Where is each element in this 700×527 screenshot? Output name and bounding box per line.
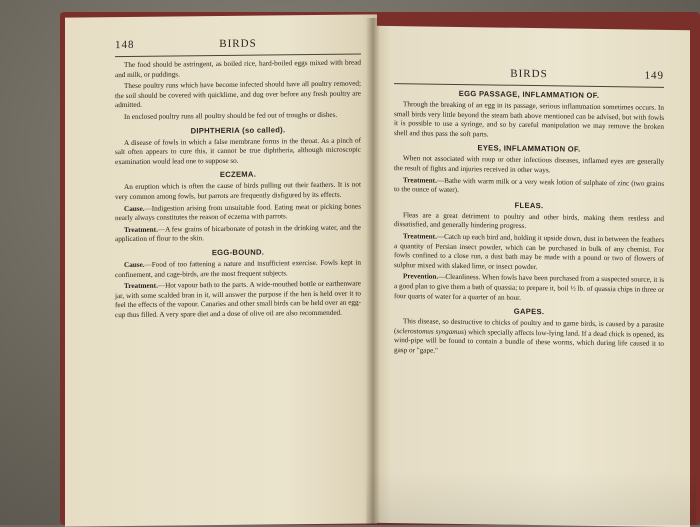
left-page-header: [115, 37, 361, 56]
paragraph-prevention: [394, 272, 664, 305]
right-page-content: [394, 66, 664, 361]
running-title: BIRDS: [219, 37, 257, 51]
paragraph: [394, 317, 664, 359]
treatment-text: —A few grains of bicarbonate of potash in the drinking water, and the application of flour to the skin.: [115, 223, 361, 244]
section-heading-egg-bound: EGG-BOUND.: [211, 247, 265, 258]
paragraph: A disease of fowls in which a false membrane forms in the throat. As a pinch of salt often appears to cure this, it cannot be true diphtheria, although microscopic examination would lead one to suppose so.: [115, 136, 361, 166]
treatment-label: Treatment.: [403, 232, 437, 241]
section-heading-egg-passage: EGG PASSAGE, INFLAMMATION OF.: [458, 88, 600, 100]
section-heading-gapes: GAPES.: [513, 306, 545, 317]
gapes-text-end: ) which specially affects low-lying land. If a dead chick is opened, its wind-pipe will be found to contain a bundle of these worms, which during life caused it to gasp or "gape.": [394, 327, 664, 355]
running-title: BIRDS: [510, 67, 548, 81]
treatment-label: Treatment.: [124, 225, 158, 234]
treatment-label: Treatment.: [124, 281, 158, 291]
page-number: 149: [644, 69, 664, 82]
paragraph: An eruption which is often the cause of birds pulling out their feathers. It is not very common among fowls, but parrots are frequently disfigured by its effects.: [115, 180, 361, 202]
cause-label: Cause.: [124, 260, 145, 269]
cause-text: —Indigestion arising from unsuitable food. Eating meat or picking bones nearly always constitutes the reason of eczema with parrots.: [115, 202, 361, 223]
left-page: [65, 14, 377, 526]
page-shadow: [366, 470, 696, 525]
prevention-text: —Cleanliness. When fowls have been purchased from a suspected source, it is a good plan to give them a bath of quassia; to prepare it, boil ½ lb. of quassia chips in three or four quarts of water for a quarter of an hour.: [394, 273, 664, 302]
book-gutter: [366, 18, 380, 525]
paragraph-cause: [115, 258, 361, 280]
paragraph: The food should be astringent, as boiled rice, hard-boiled eggs mixed with bread and milk, or puddings.: [115, 58, 361, 79]
parasite-name: sclerostomus syngamus: [396, 326, 464, 336]
section-heading-diphtheria: DIPHTHERIA (so called).: [190, 124, 286, 135]
right-page: [372, 26, 690, 527]
paragraph-treatment: [115, 223, 361, 245]
paragraph: Fleas are a great detriment to poultry and other birds, making them restless and dissatisfied, and generally hindering progress.: [394, 210, 664, 231]
paragraph: In enclosed poultry runs all poultry should be fed out of troughs or dishes.: [124, 110, 338, 121]
paragraph-treatment: [394, 232, 664, 274]
gapes-text-start: This disease, so destructive to chicks of poultry and to game birds, is caused by a parasite (: [394, 317, 664, 335]
cause-text: —Food of too fattening a nature and insufficient exercise. Fowls kept in confinement, and cage-birds, are the most frequent subjects.: [115, 258, 361, 279]
section-heading-eczema: ECZEMA.: [219, 169, 257, 180]
treatment-text: —Bathe with warm milk or a very weak lotion of sulphate of zinc (two grains to the ounce of water).: [394, 176, 664, 195]
paragraph-cause: [115, 202, 361, 224]
paragraph-treatment: [394, 176, 664, 199]
treatment-text: —Catch up each bird and, holding it upside down, dust in between the feathers a quantity of Persian insect powder, which can be purchased in bulk of any chemist. For fowls confined to a close run, a dust bath may be made with a pound or two of flowers of sulphur mixed with slaked lime, or insect powder.: [394, 232, 664, 271]
paragraph: Through the breaking of an egg in its passage, serious inflammation sometimes occurs. In small birds very little beyond the steam bath above mentioned can be advised, but with fowls it is possible to use a syringe, and so by careful manipulation we may remove the broken shell and thus pass the soft parts.: [394, 100, 664, 139]
paragraph: These poultry runs which have become infected should have all poultry removed; the soil should be covered with quicklime, and dug over before any fresh poultry are admitted.: [115, 79, 361, 110]
paragraph-treatment: [115, 280, 361, 321]
page-number: 148: [115, 38, 135, 52]
treatment-label: Treatment.: [403, 175, 437, 185]
left-page-content: [115, 37, 361, 323]
section-heading-fleas: FLEAS.: [514, 200, 544, 210]
section-heading-eyes: EYES, INFLAMMATION OF.: [477, 143, 581, 155]
treatment-text: —Hot vapour bath to the parts. A wide-mouthed bottle or earthenware jar, with some scalded bran in it, will answer the purpose if the hen is held over it to feel the effects of the vapour. Canaries and other small birds can be held over an egg-cup thus filled. A very spare diet and a dose of olive oil are also recommended.: [115, 279, 361, 319]
cause-label: Cause.: [124, 204, 145, 213]
paragraph: When not associated with roup or other infectious diseases, inflamed eyes are generally the result of fights and injuries received in other ways.: [394, 154, 664, 175]
prevention-label: Prevention.: [403, 272, 439, 282]
